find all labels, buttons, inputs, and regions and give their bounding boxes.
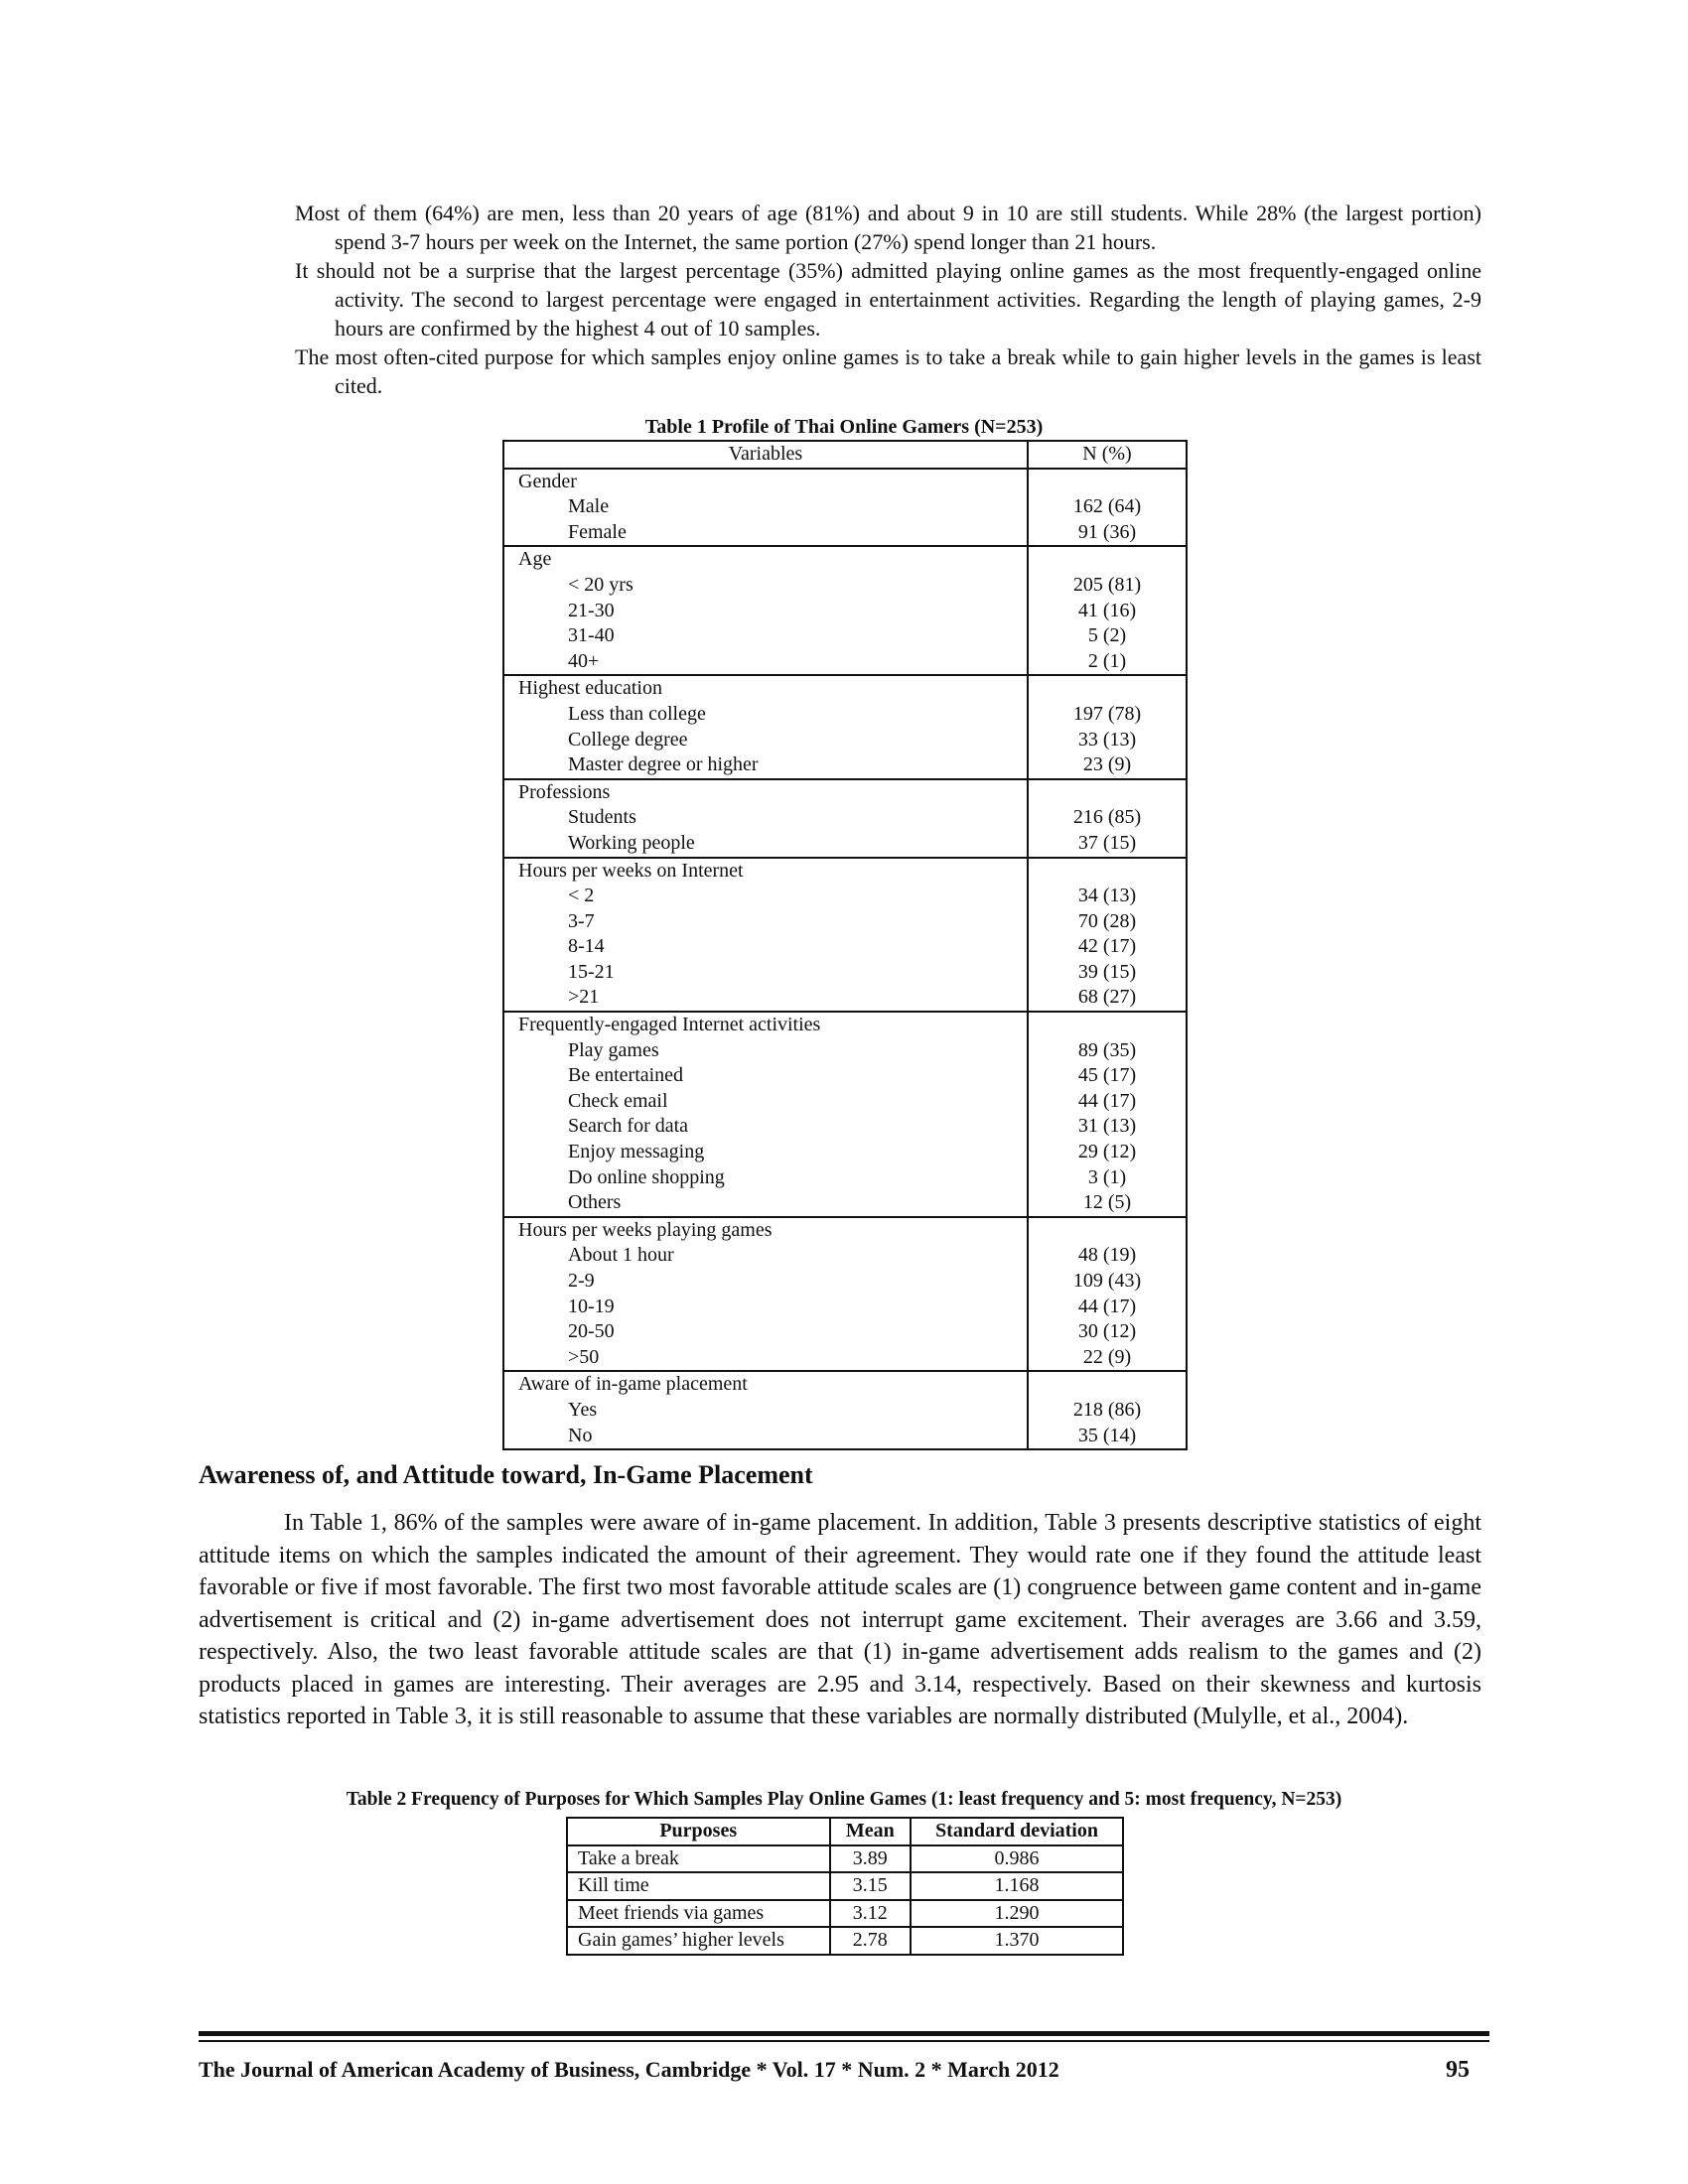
row-label: Students bbox=[503, 805, 1028, 831]
table1-group-row bbox=[503, 1012, 1187, 1038]
row-value: 3 (1) bbox=[1028, 1165, 1187, 1191]
row-value: 68 (27) bbox=[1028, 985, 1187, 1012]
row-label: Others bbox=[503, 1190, 1028, 1217]
table-row bbox=[503, 1038, 1187, 1064]
table-row bbox=[503, 1089, 1187, 1115]
row-label: About 1 hour bbox=[503, 1243, 1028, 1269]
row-value: 91 (36) bbox=[1028, 520, 1187, 547]
table-row bbox=[503, 805, 1187, 831]
row-label: 8-14 bbox=[503, 934, 1028, 960]
row-label: Enjoy messaging bbox=[503, 1140, 1028, 1165]
page-number: 95 bbox=[1446, 2057, 1470, 2083]
row-label: 21-30 bbox=[503, 599, 1028, 624]
table2-caption: Table 2 Frequency of Purposes for Which Samples Play Online Games (1: least frequency and 5: most frequency, N=253) bbox=[346, 1789, 1342, 1810]
group-value-empty bbox=[1028, 1371, 1187, 1398]
row-value: 44 (17) bbox=[1028, 1295, 1187, 1320]
table-row bbox=[503, 1190, 1187, 1217]
footer-rule-thin bbox=[199, 2040, 1489, 2042]
row-value: 162 (64) bbox=[1028, 494, 1187, 520]
table1-group-row bbox=[503, 779, 1187, 806]
table-row bbox=[503, 960, 1187, 986]
row-label: Be entertained bbox=[503, 1063, 1028, 1089]
row-value: 216 (85) bbox=[1028, 805, 1187, 831]
row-value: 12 (5) bbox=[1028, 1190, 1187, 1217]
table-row bbox=[503, 1165, 1187, 1191]
row-value: 205 (81) bbox=[1028, 573, 1187, 599]
table1-group-row bbox=[503, 469, 1187, 495]
sd-cell: 1.168 bbox=[911, 1872, 1123, 1900]
row-value: 30 (12) bbox=[1028, 1319, 1187, 1345]
table-row bbox=[503, 909, 1187, 935]
table-row bbox=[503, 934, 1187, 960]
row-label: 20-50 bbox=[503, 1319, 1028, 1345]
row-value: 45 (17) bbox=[1028, 1063, 1187, 1089]
journal-citation: The Journal of American Academy of Business, Cambridge * Vol. 17 * Num. 2 * March 2012 bbox=[199, 2057, 1059, 2082]
row-value: 37 (15) bbox=[1028, 831, 1187, 858]
row-label: >50 bbox=[503, 1345, 1028, 1372]
row-value: 218 (86) bbox=[1028, 1398, 1187, 1424]
purpose-cell: Take a break bbox=[567, 1845, 830, 1873]
row-label: 10-19 bbox=[503, 1295, 1028, 1320]
table1-header-row bbox=[503, 441, 1187, 469]
group-value-empty bbox=[1028, 1217, 1187, 1244]
table1-caption: Table 1 Profile of Thai Online Gamers (N=253) bbox=[644, 416, 1044, 438]
table2-header-purposes: Purposes bbox=[567, 1818, 830, 1845]
row-value: 33 (13) bbox=[1028, 728, 1187, 753]
table-row bbox=[503, 623, 1187, 649]
row-value: 31 (13) bbox=[1028, 1114, 1187, 1140]
bullet-item: Most of them (64%) are men, less than 20 years of age (81%) and about 9 in 10 are still students. While 28% (the largest portion) spend 3-7 hours per week on the Internet, the same portion (27%) spend longer than 21 hours. bbox=[295, 201, 1481, 254]
purpose-cell: Meet friends via games bbox=[567, 1900, 830, 1928]
bullet-list bbox=[295, 199, 1481, 400]
table1-group-row bbox=[503, 1371, 1187, 1398]
group-value-empty bbox=[1028, 469, 1187, 495]
group-title: Highest education bbox=[503, 675, 1028, 702]
group-value-empty bbox=[1028, 858, 1187, 885]
sd-cell: 0.986 bbox=[911, 1845, 1123, 1873]
table2-header-row bbox=[567, 1818, 1123, 1845]
sd-cell: 1.290 bbox=[911, 1900, 1123, 1928]
row-label: Yes bbox=[503, 1398, 1028, 1424]
table1-header-variables: Variables bbox=[503, 441, 1028, 469]
table-row bbox=[503, 752, 1187, 779]
table-row bbox=[503, 1424, 1187, 1450]
table-row bbox=[503, 702, 1187, 728]
table-row bbox=[503, 1319, 1187, 1345]
row-value: 22 (9) bbox=[1028, 1345, 1187, 1372]
table1-group-row bbox=[503, 675, 1187, 702]
row-value: 44 (17) bbox=[1028, 1089, 1187, 1115]
table-row bbox=[567, 1845, 1123, 1873]
table1 bbox=[502, 440, 1188, 1450]
table1-group-row bbox=[503, 546, 1187, 573]
row-value: 2 (1) bbox=[1028, 649, 1187, 676]
group-title: Hours per weeks on Internet bbox=[503, 858, 1028, 885]
section-paragraph: In Table 1, 86% of the samples were aware of in-game placement. In addition, Table 3 presents descriptive statistics of eight attitude items on which the samples indicated the amount of their agreement. They would rate one if they found the attitude least favorable or five if most favorable. The first two most favorable attitude scales are (1) congruence between game content and in-game advertisement is critical and (2) in-game advertisement does not interrupt game excitement. Their averages are 3.66 and 3.59, respectively. Also, the two least favorable attitude scales are that (1) in-game advertisement adds realism to the games and (2) products placed in games are interesting. Their averages are 2.95 and 3.14, respectively. Based on their skewness and kurtosis statistics reported in Table 3, it is still reasonable to assume that these variables are normally distributed (Mulylle, et al., 2004). bbox=[199, 1510, 1481, 1729]
table2-header-sd: Standard deviation bbox=[911, 1818, 1123, 1845]
table-row bbox=[567, 1900, 1123, 1928]
mean-cell: 2.78 bbox=[830, 1927, 912, 1955]
table-row bbox=[503, 1140, 1187, 1165]
row-label: Play games bbox=[503, 1038, 1028, 1064]
row-label: Check email bbox=[503, 1089, 1028, 1115]
table-row bbox=[503, 1114, 1187, 1140]
table-row bbox=[567, 1927, 1123, 1955]
row-value: 29 (12) bbox=[1028, 1140, 1187, 1165]
row-label: College degree bbox=[503, 728, 1028, 753]
row-label: Do online shopping bbox=[503, 1165, 1028, 1191]
row-label: >21 bbox=[503, 985, 1028, 1012]
mean-cell: 3.12 bbox=[830, 1900, 912, 1928]
bullet-item: The most often-cited purpose for which samples enjoy online games is to take a break while to gain higher levels in the games is least cited. bbox=[295, 344, 1481, 398]
group-title: Professions bbox=[503, 779, 1028, 806]
table-row bbox=[503, 1295, 1187, 1320]
table-row bbox=[503, 1269, 1187, 1295]
group-value-empty bbox=[1028, 779, 1187, 806]
table-row bbox=[503, 884, 1187, 909]
table1-header-n: N (%) bbox=[1028, 441, 1187, 469]
row-label: No bbox=[503, 1424, 1028, 1450]
group-value-empty bbox=[1028, 1012, 1187, 1038]
table-row bbox=[503, 573, 1187, 599]
table1-group-row bbox=[503, 1217, 1187, 1244]
table2 bbox=[566, 1817, 1124, 1956]
row-value: 41 (16) bbox=[1028, 599, 1187, 624]
table-row bbox=[503, 649, 1187, 676]
row-value: 109 (43) bbox=[1028, 1269, 1187, 1295]
row-label: < 2 bbox=[503, 884, 1028, 909]
group-title: Aware of in-game placement bbox=[503, 1371, 1028, 1398]
footer-rule-thick bbox=[199, 2031, 1489, 2036]
group-value-empty bbox=[1028, 675, 1187, 702]
table-row bbox=[503, 494, 1187, 520]
table-row bbox=[503, 520, 1187, 547]
row-value: 48 (19) bbox=[1028, 1243, 1187, 1269]
mean-cell: 3.15 bbox=[830, 1872, 912, 1900]
row-label: Working people bbox=[503, 831, 1028, 858]
section-heading: Awareness of, and Attitude toward, In-Game Placement bbox=[199, 1460, 813, 1489]
table-row bbox=[503, 831, 1187, 858]
mean-cell: 3.89 bbox=[830, 1845, 912, 1873]
group-value-empty bbox=[1028, 546, 1187, 573]
row-label: 40+ bbox=[503, 649, 1028, 676]
row-value: 197 (78) bbox=[1028, 702, 1187, 728]
purpose-cell: Kill time bbox=[567, 1872, 830, 1900]
row-value: 35 (14) bbox=[1028, 1424, 1187, 1450]
page-footer bbox=[199, 2057, 1489, 2083]
row-value: 89 (35) bbox=[1028, 1038, 1187, 1064]
row-label: 31-40 bbox=[503, 623, 1028, 649]
table-row bbox=[503, 728, 1187, 753]
group-title: Age bbox=[503, 546, 1028, 573]
table-row bbox=[503, 1398, 1187, 1424]
purpose-cell: Gain games’ higher levels bbox=[567, 1927, 830, 1955]
row-value: 23 (9) bbox=[1028, 752, 1187, 779]
row-label: < 20 yrs bbox=[503, 573, 1028, 599]
table-row bbox=[503, 1063, 1187, 1089]
table-row bbox=[503, 985, 1187, 1012]
row-value: 39 (15) bbox=[1028, 960, 1187, 986]
row-label: Search for data bbox=[503, 1114, 1028, 1140]
row-value: 42 (17) bbox=[1028, 934, 1187, 960]
row-label: Female bbox=[503, 520, 1028, 547]
table-row bbox=[503, 599, 1187, 624]
sd-cell: 1.370 bbox=[911, 1927, 1123, 1955]
row-label: 2-9 bbox=[503, 1269, 1028, 1295]
row-label: Less than college bbox=[503, 702, 1028, 728]
table1-group-row bbox=[503, 858, 1187, 885]
row-label: Master degree or higher bbox=[503, 752, 1028, 779]
row-value: 70 (28) bbox=[1028, 909, 1187, 935]
table-row bbox=[503, 1243, 1187, 1269]
group-title: Frequently-engaged Internet activities bbox=[503, 1012, 1028, 1038]
bullet-item: It should not be a surprise that the largest percentage (35%) admitted playing online games as the most frequently-engaged online activity. The second to largest percentage were engaged in entertainment activities. Regarding the length of playing games, 2-9 hours are confirmed by the highest 4 out of 10 samples. bbox=[295, 258, 1481, 341]
row-label: 15-21 bbox=[503, 960, 1028, 986]
group-title: Hours per weeks playing games bbox=[503, 1217, 1028, 1244]
table-row bbox=[567, 1872, 1123, 1900]
row-value: 34 (13) bbox=[1028, 884, 1187, 909]
row-value: 5 (2) bbox=[1028, 623, 1187, 649]
group-title: Gender bbox=[503, 469, 1028, 495]
row-label: 3-7 bbox=[503, 909, 1028, 935]
table-row bbox=[503, 1345, 1187, 1372]
row-label: Male bbox=[503, 494, 1028, 520]
table2-header-mean: Mean bbox=[830, 1818, 912, 1845]
